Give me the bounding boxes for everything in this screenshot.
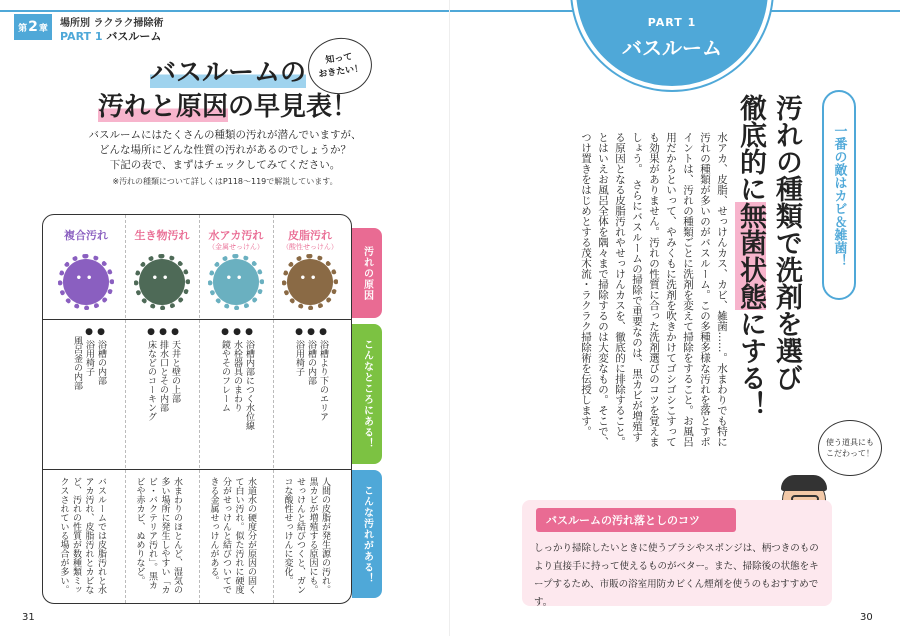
tab-stain-type: こんな汚れがある！ (352, 470, 382, 598)
right-page (450, 0, 900, 636)
title-line-1: バスルームの (149, 58, 306, 88)
page-number: 31 (22, 612, 35, 623)
tab-cause: 汚れの原因 (352, 228, 382, 318)
page-title (88, 56, 368, 124)
breadcrumb-section: バスルーム (106, 30, 162, 43)
body-text: 水アカ、皮脂、せっけんカス、カビ、雑菌……。水まわりでも特に汚れの種類が多いのがバスルーム。この多種多様な汚れを落とすポイントは、汚れの種類ごとに洗剤を変えて掃除をすること。お風呂用だからといって、やみくもに洗剤を吹きかけてゴシゴシこすっても効果がありません。汚れの性質に合った洗剤選びのコツを覚えましょう。 さらにバスルームの掃除で重要なのは、黒カビが増殖する原因となる皮脂汚れやせっけんカスを、徹底的に排除すること。とはいえお風呂全体を隅々まで掃除するのは大変なもの。そこで、つけ置きをはじめとする茂木流・ラクラク掃除術を伝授します。 (580, 132, 728, 447)
footnote: ※汚れの種類について詳しくはP118〜119で解説しています。 (112, 177, 338, 186)
germ-character-icon: •• (139, 259, 185, 305)
intro-line-2: どんな場所にどんな性質の汚れがあるのでしょうか？ (99, 144, 351, 156)
stain-table (42, 214, 352, 604)
heading-line-2b: にする！ (735, 310, 766, 418)
column-header: 皮脂汚れ (288, 229, 332, 242)
breadcrumb-chapter: 場所別 ラクラク掃除術 (60, 18, 164, 29)
column-scale (201, 215, 271, 603)
title-line-2-rest: の早見表！ (228, 92, 359, 122)
tip-text: しっかり掃除したいときに使うブラシやスポンジは、柄つきのものより直接手に持って使えるものがベター。また、掃除後の状態をキープするため、市販の浴室用防カビくん煙剤を使うのもおすすめです。 (534, 543, 819, 608)
heading-line-2a: 徹底的に (735, 94, 766, 202)
tagline-pill: 一番の敵はカビ＆雑菌！ (822, 90, 856, 300)
stain-description: 水まわりのほとんど、湿気の多い場所に発生しやすい「カビ・バクテリア汚れ」。黒カビや赤カビ、ぬめりなど。 (134, 477, 182, 594)
stain-description: 水道水の硬度分が原因の固くて白い汚れ。似た汚れに硬度分がせっけんと結びついてできる金属せっけんがある。 (208, 477, 256, 594)
column-compound (51, 215, 121, 603)
cap-icon (781, 475, 827, 491)
heading-line-1: 汚れの種類で洗剤を選び (771, 94, 802, 391)
section-title: バスルーム (622, 36, 722, 60)
column-sebum (275, 215, 345, 603)
location-list: ● 天井と壁の上部 ● 排水口とその内部 ● 床などのコーキング (146, 327, 180, 421)
tip-speech-bubble (818, 420, 882, 476)
part-label: PART 1 (647, 16, 697, 29)
chapter-number: 2 (28, 19, 38, 35)
stain-description: バスルームでは皮脂汚れと水アカ汚れ、皮脂汚れとカビなど、汚れの性質が数種類ミックスされている場合が多い。 (58, 477, 106, 594)
column-header: 生き物汚れ (134, 229, 190, 242)
intro-text (60, 128, 390, 173)
column-subheader: （金属せっけん） (208, 243, 264, 251)
germ-character-icon: •• (213, 259, 259, 305)
column-header: 複合汚れ (64, 229, 108, 242)
breadcrumb-part (60, 28, 161, 44)
column-subheader: （酸性せっけん） (282, 243, 338, 251)
tip-bubble-line-2: こだわって！ (826, 449, 874, 458)
tab-location: こんなところにある！ (352, 324, 382, 464)
chapter-badge (14, 14, 52, 40)
bubble-line-2: おきたい！ (317, 63, 364, 81)
tip-heading: バスルームの汚れ落としのコツ (536, 508, 736, 532)
breadcrumb-part-label: PART 1 (60, 30, 103, 43)
page-number: 30 (860, 612, 873, 623)
heading-highlight: 無菌状態 (735, 202, 766, 310)
table-col-divider (273, 215, 274, 603)
bubble-line-1: 知って (324, 52, 354, 66)
location-list: ● 浴槽内部につく水位線 ● 水栓器具のまわり ● 鏡やそのフレーム (220, 327, 254, 430)
tip-bubble-line-1: 使う道具にも (826, 438, 874, 447)
table-col-divider (199, 215, 200, 603)
column-organic (127, 215, 197, 603)
intro-line-1: バスルームにはたくさんの種類の汚れが潜んでいますが、 (88, 129, 362, 141)
header-rule (0, 10, 450, 12)
stain-description: 人間の皮脂が発生源の汚れ。黒カビが増殖する原因にも。せっけんと結びつくと、ガンコな酸性せっけんに変化。 (282, 477, 330, 594)
germ-character-icon: •• (287, 259, 333, 305)
table-col-divider (125, 215, 126, 603)
title-line-2-highlight: 汚れと原因 (97, 92, 228, 122)
location-list: ● 浴槽より下のエリア ● 浴槽の内部 ● 浴用椅子 (294, 327, 328, 421)
germ-character-icon: •• (63, 259, 109, 305)
column-header: 水アカ汚れ (208, 229, 264, 242)
main-heading (732, 94, 804, 494)
location-list: ● 浴槽の内部 ● 浴用椅子 風呂釜の内部 (72, 327, 106, 390)
chapter-pre: 第 (18, 23, 28, 34)
intro-line-3: 下記の表で、まずはチェックしてみてください。 (109, 159, 341, 171)
chapter-post: 章 (38, 23, 48, 34)
